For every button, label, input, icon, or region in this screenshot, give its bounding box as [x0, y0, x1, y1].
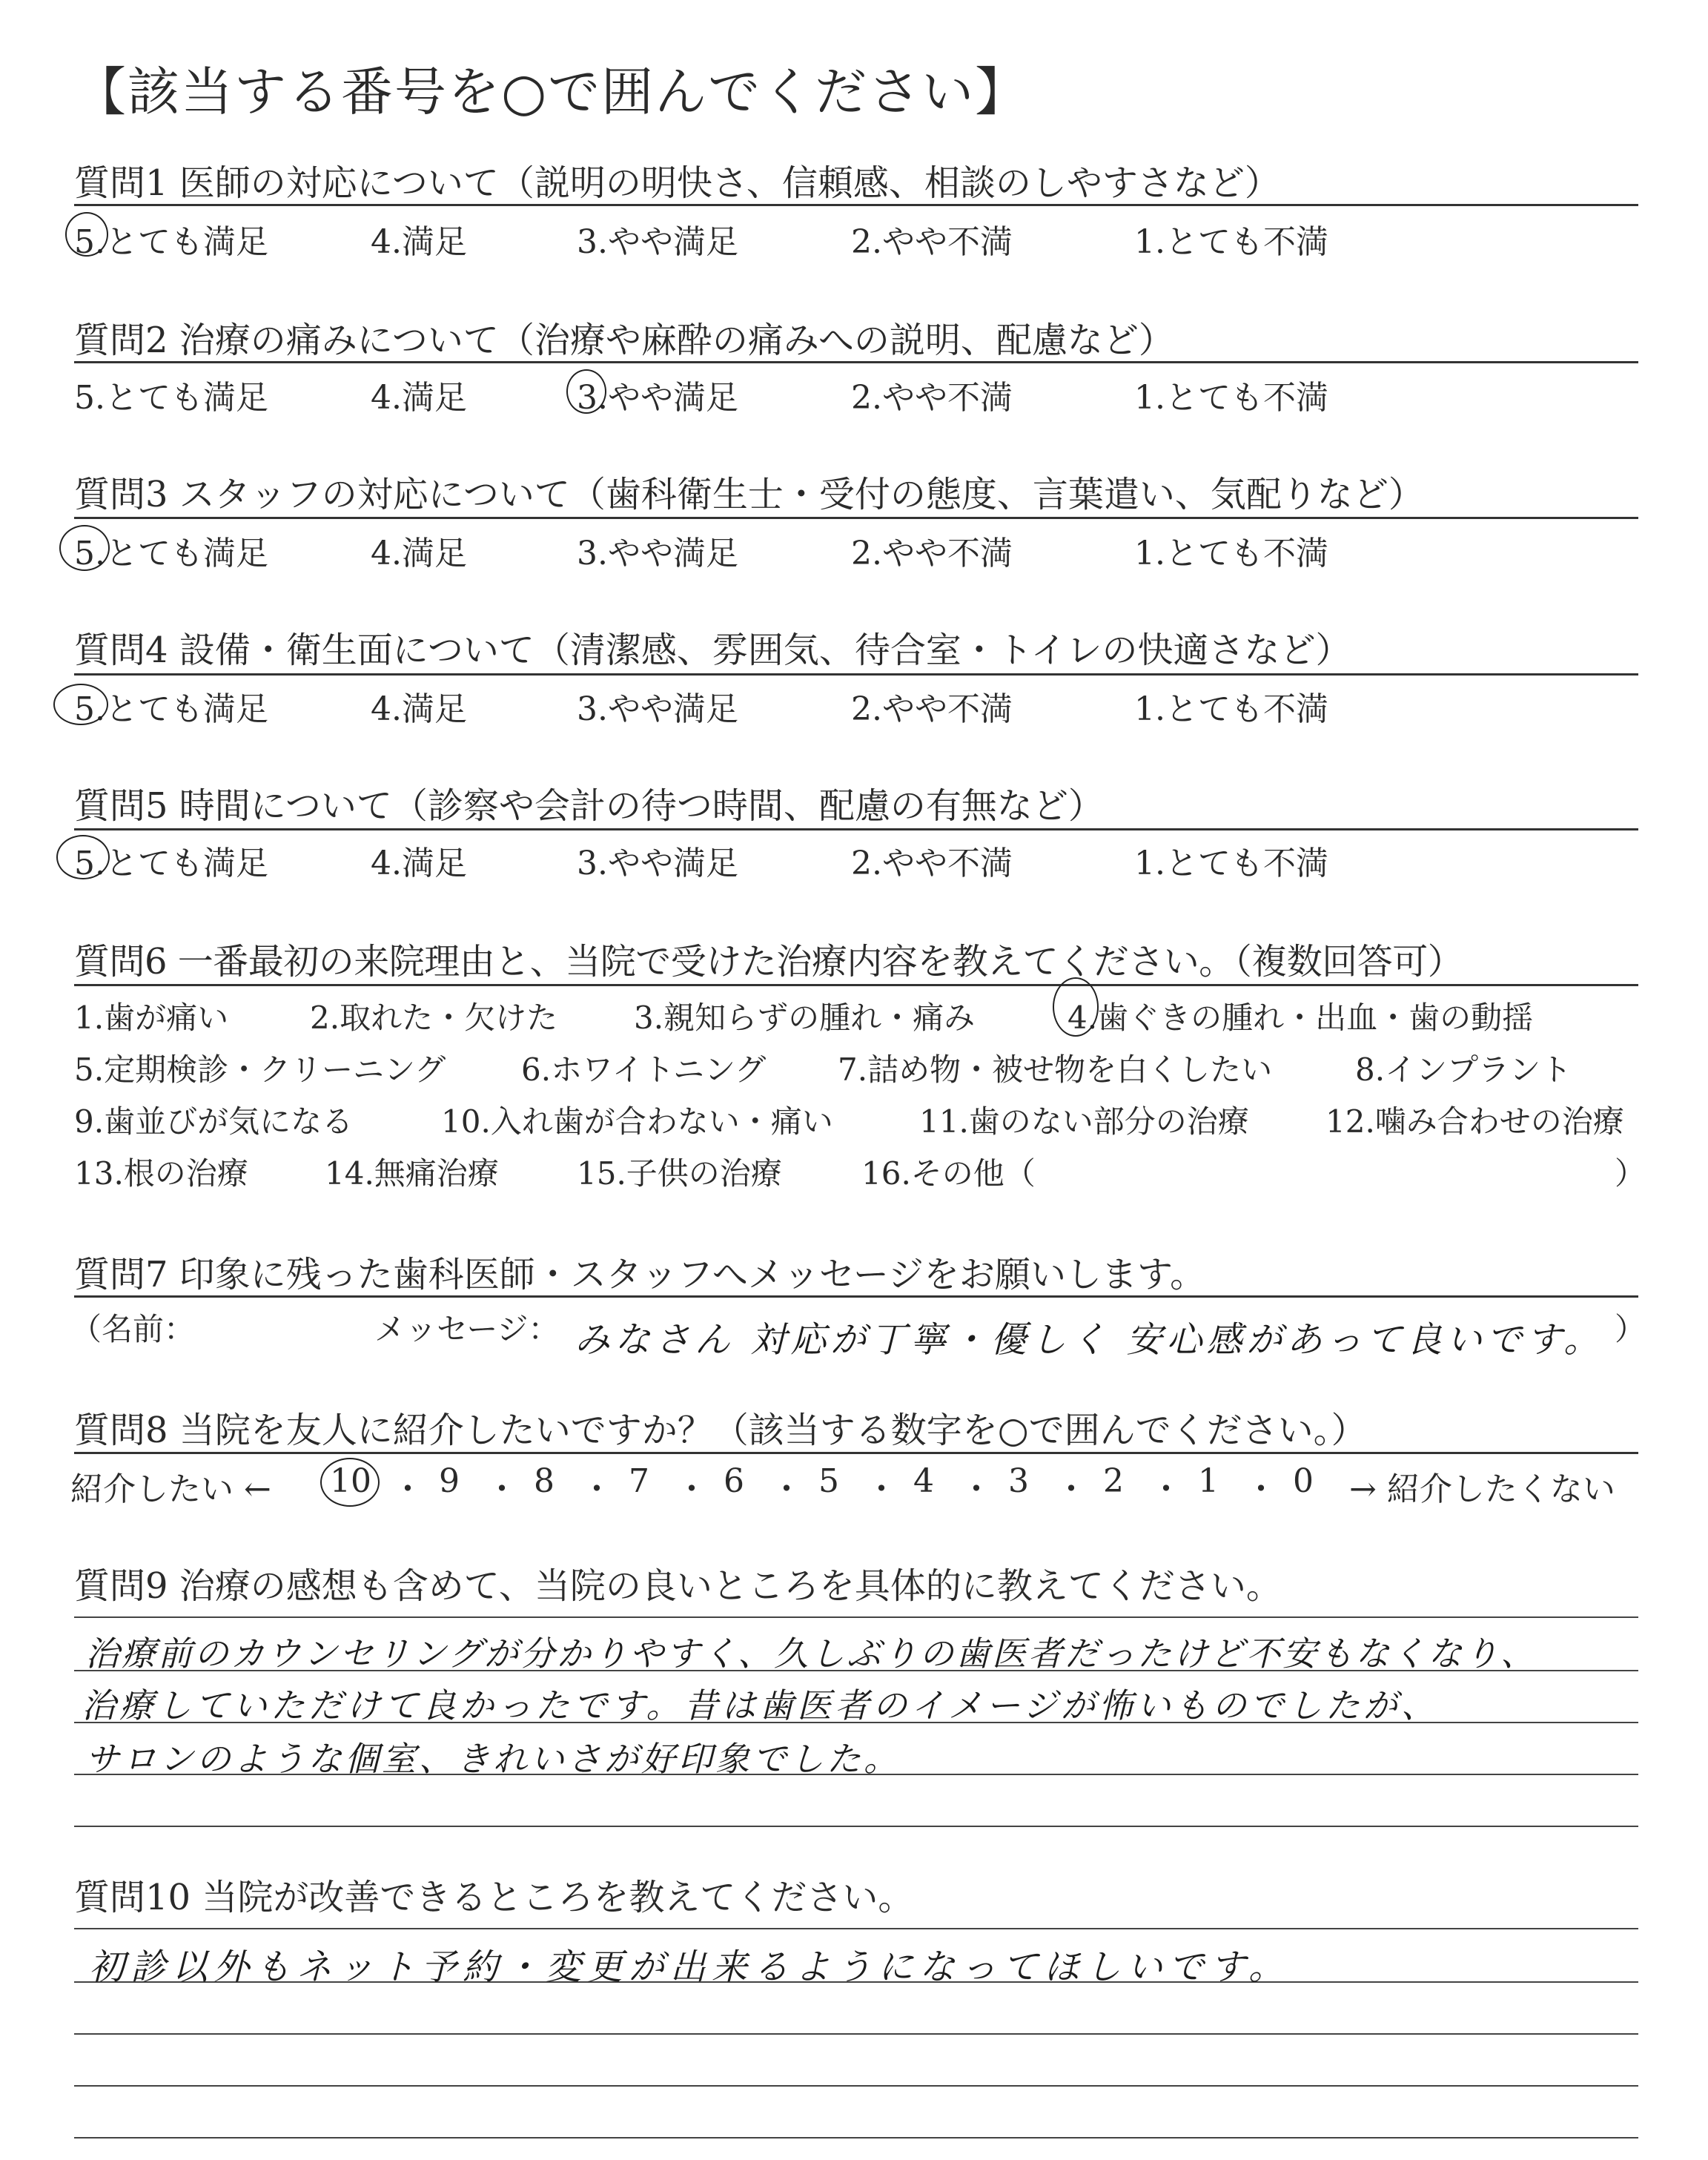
q8-scale-5[interactable]: 5 [818, 1462, 839, 1500]
q5-selection-circle [56, 835, 110, 879]
q8-separator: ・ [1150, 1470, 1182, 1508]
q6-option-2[interactable]: 2.取れた・欠けた [310, 1000, 558, 1036]
q1-option-5[interactable]: 5.とても満足 [74, 223, 268, 261]
q6-option-1[interactable]: 1.歯が痛い [74, 1000, 229, 1036]
q1-option-2[interactable]: 2.やや不満 [851, 223, 1013, 261]
question-2-rule [74, 361, 1638, 363]
q8-separator: ・ [580, 1470, 613, 1508]
q6-option-13[interactable]: 13.根の治療 [74, 1155, 248, 1192]
q1-option-3[interactable]: 3.やや満足 [577, 223, 738, 261]
q8-scale-9[interactable]: 9 [439, 1462, 460, 1500]
q10-answer-line-1: 初診以外もネット予約・変更が出来るようになってほしいです。 [89, 1946, 1291, 1988]
q8-scale-4[interactable]: 4 [913, 1462, 934, 1500]
q2-option-3[interactable]: 3.やや満足 [577, 379, 738, 417]
question-9-label: 質問9 治療の感想も含めて、当院の良いところを具体的に教えてください。 [74, 1565, 1282, 1607]
q6-option-8[interactable]: 8.インプラント [1355, 1051, 1572, 1088]
q4-option-2[interactable]: 2.やや不満 [851, 690, 1013, 728]
q7-name-label: （名前： [70, 1311, 196, 1347]
q6-option-16-close: ） [1615, 1155, 1646, 1192]
q9-writing-line [74, 1616, 1638, 1618]
q8-scale-2[interactable]: 2 [1103, 1462, 1124, 1500]
q8-scale-7[interactable]: 7 [629, 1462, 649, 1500]
question-3-rule [74, 517, 1638, 519]
question-6-label: 質問6 一番最初の来院理由と、当院で受けた治療内容を教えてください。（複数回答可） [74, 941, 1463, 982]
q1-option-4[interactable]: 4.満足 [371, 223, 467, 261]
question-5-rule [74, 828, 1638, 830]
q5-option-4[interactable]: 4.満足 [371, 845, 467, 882]
q8-scale-10[interactable]: 10 [330, 1462, 371, 1500]
q7-close-paren: ） [1615, 1311, 1646, 1347]
q8-separator: ・ [960, 1470, 993, 1508]
question-1-label: 質問1 医師の対応について（説明の明快さ、信頼感、相談のしやすさなど） [74, 162, 1280, 204]
page-title: 【該当する番号を○で囲んでください】 [74, 62, 1029, 122]
q9-answer-line-3: サロンのような個室、きれいさが好印象でした。 [85, 1739, 901, 1779]
q8-separator: ・ [865, 1470, 898, 1508]
q6-option-9[interactable]: 9.歯並びが気になる [74, 1103, 354, 1140]
q6-option-14[interactable]: 14.無痛治療 [325, 1155, 499, 1192]
q6-option-6[interactable]: 6.ホワイトニング [521, 1051, 767, 1088]
q5-option-2[interactable]: 2.やや不満 [851, 845, 1013, 882]
q8-separator: ・ [1055, 1470, 1088, 1508]
q8-scale-8[interactable]: 8 [534, 1462, 555, 1500]
q10-writing-line [74, 2137, 1638, 2138]
q8-separator: ・ [391, 1470, 424, 1508]
question-2-label: 質問2 治療の痛みについて（治療や麻酔の痛みへの説明、配慮など） [74, 320, 1174, 361]
question-8-label: 質問8 当院を友人に紹介したいですか？（該当する数字を○で囲んでください。） [74, 1410, 1367, 1451]
q10-writing-line [74, 2085, 1638, 2087]
q2-option-5[interactable]: 5.とても満足 [74, 379, 268, 417]
question-3-label: 質問3 スタッフの対応について（歯科衛生士・受付の態度、言葉遣い、気配りなど） [74, 474, 1424, 515]
q9-writing-line [74, 1826, 1638, 1827]
q4-option-1[interactable]: 1.とても不満 [1134, 690, 1328, 728]
q8-separator: ・ [1245, 1470, 1277, 1508]
q10-writing-line [74, 2033, 1638, 2035]
q3-selection-circle [59, 525, 110, 571]
q9-answer-line-2: 治療していただけて良かったです。昔は歯医者のイメージが怖いものでしたが、 [82, 1685, 1439, 1725]
question-7-label: 質問7 印象に残った歯科医師・スタッフへメッセージをお願いします。 [74, 1254, 1206, 1295]
q2-option-1[interactable]: 1.とても不満 [1134, 379, 1328, 417]
q6-option-15[interactable]: 15.子供の治療 [577, 1155, 782, 1192]
q8-scale-1[interactable]: 1 [1198, 1462, 1219, 1500]
q6-option-10[interactable]: 10.入れ歯が合わない・痛い [441, 1103, 833, 1140]
question-4-rule [74, 673, 1638, 676]
q2-option-4[interactable]: 4.満足 [371, 379, 467, 417]
question-7-rule [74, 1295, 1638, 1298]
q5-option-1[interactable]: 1.とても不満 [1134, 845, 1328, 882]
q6-option-16[interactable]: 16.その他（ [861, 1155, 1036, 1192]
q5-option-5[interactable]: 5.とても満足 [74, 845, 268, 882]
q8-left-label: 紹介したい ← [70, 1470, 271, 1508]
q6-option-4[interactable]: 4.歯ぐきの腫れ・出血・歯の動揺 [1068, 1000, 1534, 1036]
q7-message-handwriting: みなさん 対応が丁寧・優しく 安心感があって良いです。 [575, 1319, 1604, 1361]
q3-option-1[interactable]: 1.とても不満 [1134, 535, 1328, 572]
q6-option-7[interactable]: 7.詰め物・被せ物を白くしたい [838, 1051, 1273, 1088]
question-8-rule [74, 1452, 1638, 1454]
q6-option-3[interactable]: 3.親知らずの腫れ・痛み [634, 1000, 976, 1036]
q8-separator: ・ [770, 1470, 803, 1508]
q8-scale-3[interactable]: 3 [1008, 1462, 1029, 1500]
q5-option-3[interactable]: 3.やや満足 [577, 845, 738, 882]
q8-separator: ・ [675, 1470, 708, 1508]
q6-selection-circle [1053, 977, 1099, 1037]
q6-option-5[interactable]: 5.定期検診・クリーニング [74, 1051, 446, 1088]
q6-option-12[interactable]: 12.噛み合わせの治療 [1325, 1103, 1624, 1140]
q9-answer-line-1: 治療前のカウンセリングが分かりやすく、久しぶりの歯医者だったけど不安もなくなり、 [85, 1634, 1537, 1674]
question-4-label: 質問4 設備・衛生面について（清潔感、雰囲気、待合室・トイレの快適さなど） [74, 630, 1351, 671]
question-10-label: 質問10 当院が改善できるところを教えてください。 [74, 1877, 914, 1918]
q8-right-label: → 紹介したくない [1349, 1470, 1615, 1508]
q4-selection-circle [53, 684, 108, 725]
q2-option-2[interactable]: 2.やや不満 [851, 379, 1013, 417]
q7-message-label: メッセージ： [374, 1311, 560, 1347]
q4-option-4[interactable]: 4.満足 [371, 690, 467, 728]
q3-option-5[interactable]: 5.とても満足 [74, 535, 268, 572]
q1-option-1[interactable]: 1.とても不満 [1134, 223, 1328, 261]
q3-option-3[interactable]: 3.やや満足 [577, 535, 738, 572]
q8-scale-0[interactable]: 0 [1293, 1462, 1314, 1500]
q8-scale-6[interactable]: 6 [724, 1462, 744, 1500]
q8-selection-circle [320, 1458, 380, 1507]
question-1-rule [74, 204, 1638, 206]
question-6-rule [74, 984, 1638, 986]
q3-option-2[interactable]: 2.やや不満 [851, 535, 1013, 572]
q6-option-11[interactable]: 11.歯のない部分の治療 [919, 1103, 1249, 1140]
q4-option-3[interactable]: 3.やや満足 [577, 690, 738, 728]
question-5-label: 質問5 時間について（診察や会計の待つ時間、配慮の有無など） [74, 785, 1104, 827]
q2-selection-circle [566, 369, 606, 414]
q1-selection-circle [65, 212, 108, 257]
q10-writing-line [74, 1928, 1638, 1929]
q8-separator: ・ [486, 1470, 518, 1508]
q3-option-4[interactable]: 4.満足 [371, 535, 467, 572]
q4-option-5[interactable]: 5.とても満足 [74, 690, 268, 728]
